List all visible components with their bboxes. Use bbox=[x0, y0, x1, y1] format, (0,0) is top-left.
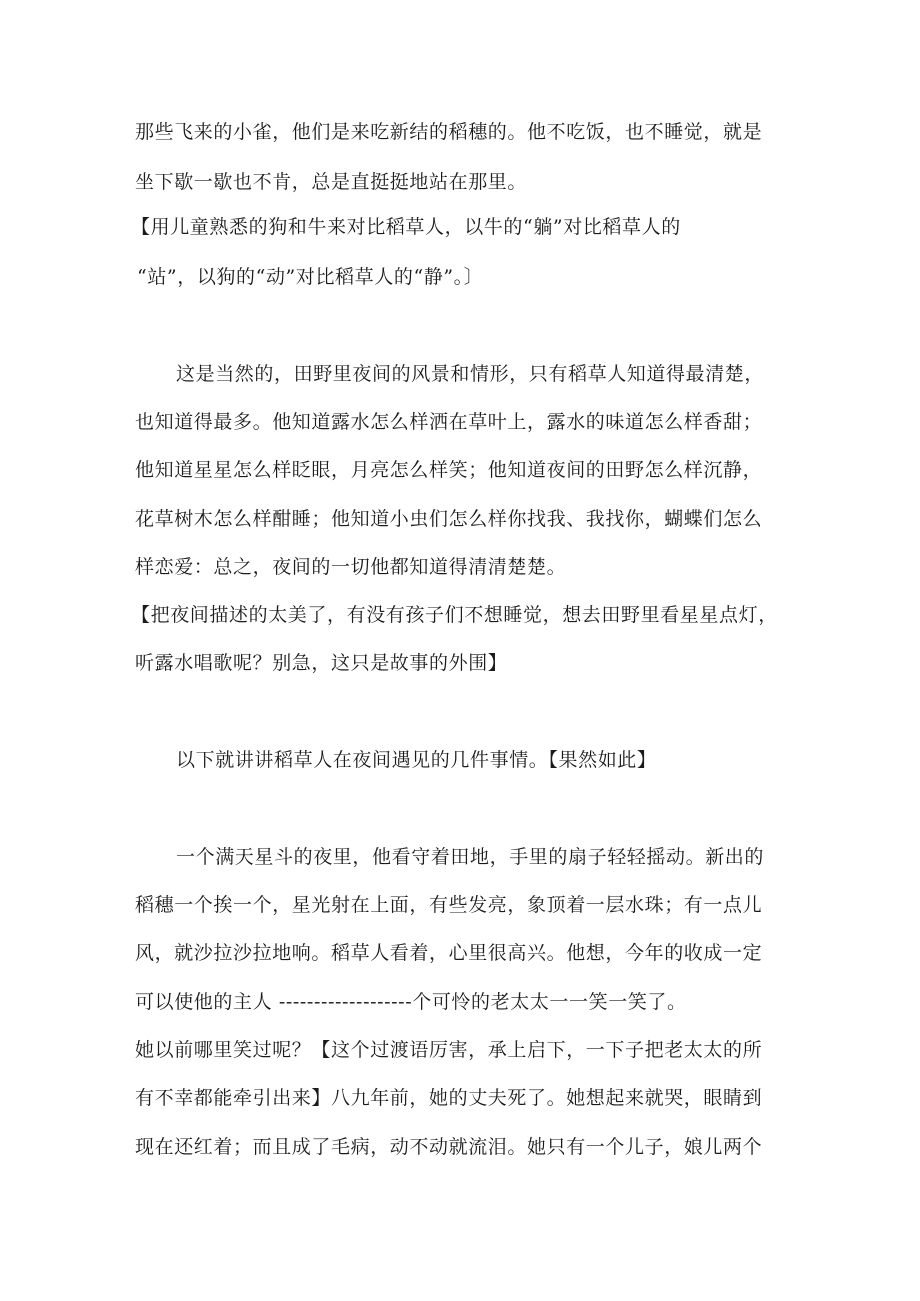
text-line: 样恋爱：总之，夜间的一切他都知道得清清楚楚。 bbox=[135, 556, 567, 578]
text-line: 他知道星星怎么样眨眼，月亮怎么样笑；他知道夜间的田野怎么样沉静， bbox=[135, 459, 763, 481]
text-line: 现在还红着；而且成了毛病，动不动就流泪。她只有一个儿子，娘儿两个 bbox=[135, 1136, 763, 1158]
text-line: 有不幸都能牵引出来】八九年前，她的丈夫死了。她想起来就哭，眼睛到 bbox=[135, 1087, 763, 1109]
annotation-line: 听露水唱歌呢？别急，这只是故事的外围】 bbox=[135, 652, 508, 674]
text-line: 坐下歇一歇也不肯，总是直挺挺地站在那里。 bbox=[135, 171, 528, 193]
paragraph-start-line: 这是当然的，田野里夜间的风景和情形，只有稻草人知道得最清楚， bbox=[176, 363, 765, 385]
annotation-line: 【把夜间描述的太美了，有没有孩子们不想睡觉，想去田野里看星星点灯， bbox=[131, 604, 778, 626]
text-line: 她以前哪里笑过呢？【这个过渡语厉害，承上启下，一下子把老太太的所 bbox=[135, 1039, 763, 1061]
text-line: 那些飞来的小雀，他们是来吃新结的稻穗的。他不吃饭，也不睡觉，就是 bbox=[135, 121, 763, 143]
annotation-line: 【用儿童熟悉的狗和牛来对比稻草人，以牛的“躺”对比稻草人的 bbox=[131, 216, 681, 238]
text-line: 可以使他的主人 -------------------个可怜的老太太一一笑一笑了。 bbox=[135, 991, 687, 1013]
annotation-line: “站”，以狗的“动”对比稻草人的“静”。〕 bbox=[137, 266, 484, 288]
text-line: 也知道得最多。他知道露水怎么样洒在草叶上，露水的味道怎么样香甜； bbox=[135, 411, 763, 433]
paragraph-start-line: 以下就讲讲稻草人在夜间遇见的几件事情。【果然如此】 bbox=[176, 749, 657, 771]
text-line: 稻穗一个挨一个，星光射在上面，有些发亮，象顶着一层水珠；有一点儿 bbox=[135, 894, 763, 916]
text-line: 花草树木怎么样酣睡；他知道小虫们怎么样你找我、我找你，蝴蝶们怎么 bbox=[135, 508, 763, 530]
text-line: 风，就沙拉沙拉地响。稻草人看着，心里很高兴。他想，今年的收成一定 bbox=[135, 942, 763, 964]
paragraph-start-line: 一个满天星斗的夜里，他看守着田地，手里的扇子轻轻摇动。新出的 bbox=[176, 846, 765, 868]
